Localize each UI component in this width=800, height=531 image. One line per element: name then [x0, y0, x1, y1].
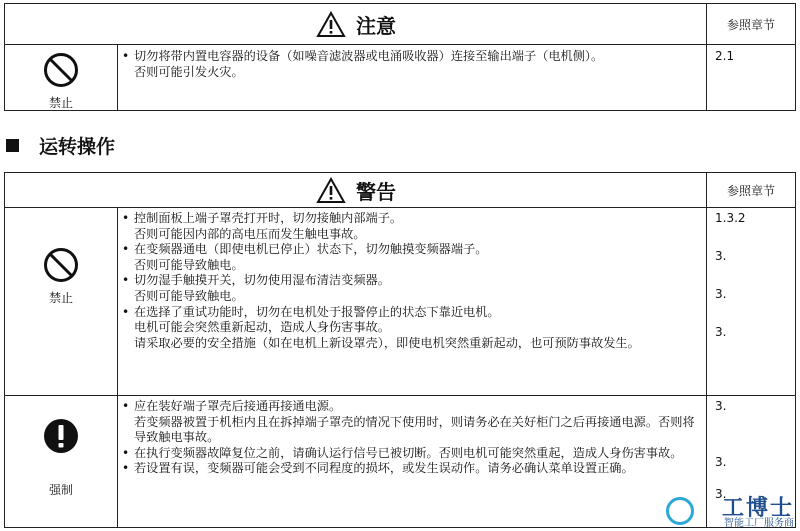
ref-value: 1.3.2	[715, 211, 746, 225]
warning-table	[4, 172, 796, 528]
prohibit-refs	[709, 211, 795, 341]
ref-value: 3.	[715, 287, 727, 301]
ref-value: 3.	[715, 487, 727, 501]
warning-title	[5, 173, 707, 207]
caution-content	[122, 49, 703, 80]
prohibited-icon	[43, 52, 79, 88]
square-bullet-icon	[6, 139, 19, 152]
caution-title-text: 注意	[356, 13, 396, 38]
prohibited-icon	[43, 247, 79, 283]
watermark-tagline: 智能工厂服务商	[724, 518, 794, 529]
list-item: • 在执行变频器故障复位之前，请确认运行信号已被切断。否则电机可能突然重起，造成人身伤害事故。	[122, 445, 683, 460]
ref-value: 3.	[715, 325, 727, 339]
list-item: • 控制面板上端子罩壳打开时，切勿接触内部端子。 否则可能因内部的高电压而发生触电事故。	[122, 211, 403, 241]
caution-refs	[709, 49, 795, 65]
list-item: • 切勿湿手触摸开关，切勿使用湿布清洁变频器。 否则可能导致触电。	[122, 273, 390, 303]
list-item: • 切勿将带内置电容器的设备（如噪音滤波器或电涌吸收器）连接至输出端子（电机侧）。 否则可能引发火灾。	[122, 49, 604, 79]
gear-logo-icon	[666, 497, 694, 525]
list-item: • 应在装好端子罩壳后接通再接通电源。 若变频器被置于机柜内且在拆掉端子罩壳的情况下使用时，则请务必在关好柜门之后再接通电源。否则将导致触电事故。	[122, 399, 695, 445]
caution-title	[5, 4, 707, 44]
prohibit-label: 禁止	[48, 96, 73, 110]
mandatory-action-icon	[42, 417, 80, 455]
mandatory-symbol	[5, 417, 117, 498]
list-item: • 若设置有误，变频器可能会受到不同程度的损坏，或发生误动作。请务必确认菜单设置正确。	[122, 461, 634, 476]
caution-ref-header: 参照章节	[726, 17, 775, 32]
watermark-brand: 工博士	[721, 496, 794, 521]
caution-header-row	[5, 4, 795, 44]
ref-value: 2.1	[715, 49, 735, 63]
warning-triangle-icon	[316, 177, 346, 204]
ref-value: 3.	[715, 455, 727, 469]
mandatory-refs	[709, 399, 795, 503]
warning-ref-header: 参照章节	[726, 183, 775, 198]
prohibit-content	[122, 211, 703, 351]
warning-title-text: 警告	[356, 179, 396, 204]
mandatory-content	[122, 399, 703, 477]
warning-triangle-icon	[316, 11, 346, 38]
section-heading	[6, 132, 115, 159]
prohibit-symbol	[5, 52, 117, 111]
section-title: 运转操作	[39, 136, 116, 158]
prohibit-label: 禁止	[48, 291, 73, 305]
prohibit-symbol	[5, 247, 117, 306]
caution-table	[4, 3, 796, 111]
warning-header-row	[5, 173, 795, 207]
mandatory-label: 强制	[48, 483, 73, 497]
list-item: • 在选择了重试功能时，切勿在电机处于报警停止的状态下靠近电机。 电机可能会突然重新起动，造成人身伤害事故。 请采取必要的安全措施（如在电机上新设罩壳），即使电机突然重新起动，也可预防事故发生。	[122, 304, 640, 350]
list-item: • 在变频器通电（即使电机已停止）状态下，切勿触摸变频器端子。 否则可能导致触电。	[122, 242, 488, 272]
ref-value: 3.	[715, 399, 727, 413]
watermark-logo	[666, 491, 796, 529]
ref-value: 3.	[715, 249, 727, 263]
